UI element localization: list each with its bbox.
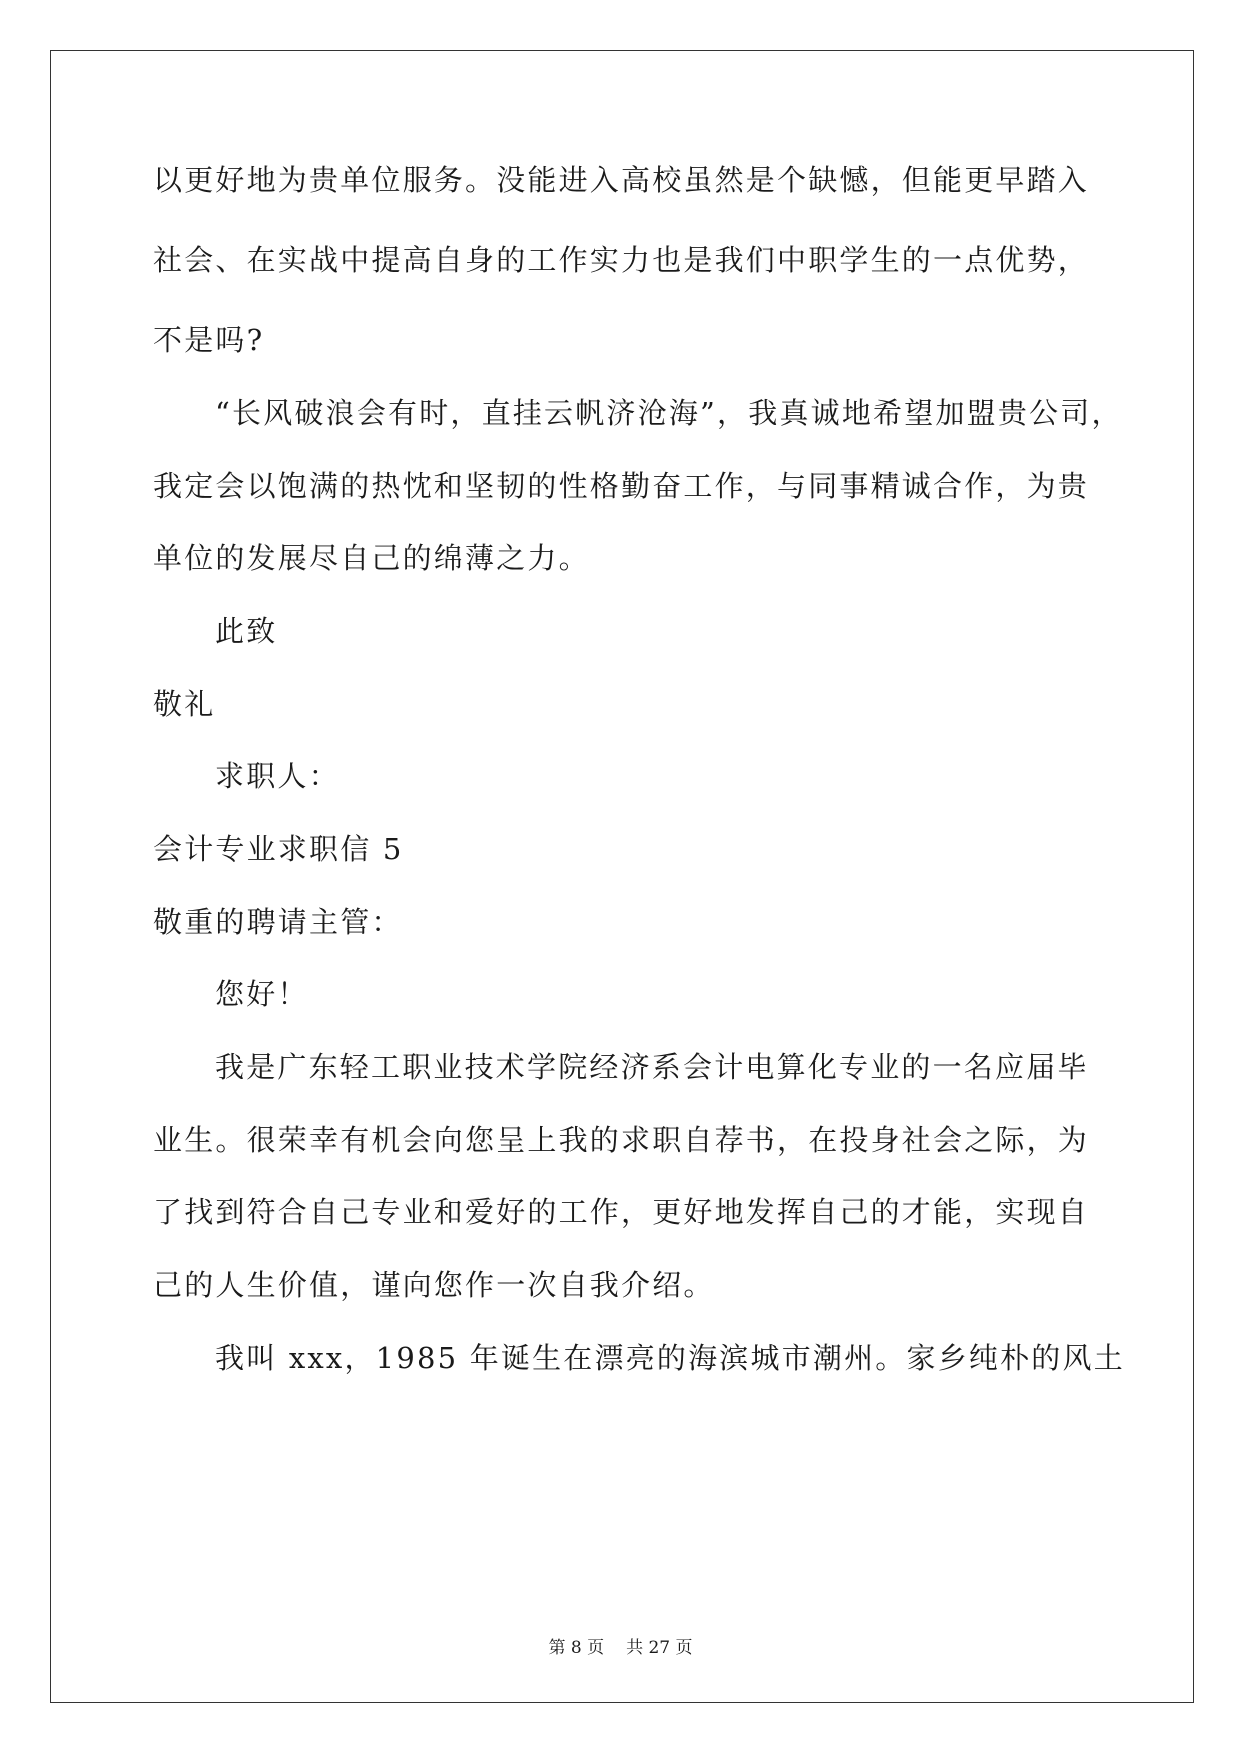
- text-line: 我叫 xxx，1985 年诞生在漂亮的海滨城市潮州。家乡纯朴的风土: [215, 1341, 1125, 1375]
- section-title: 会计专业求职信 5: [153, 832, 404, 866]
- text-line: 我定会以饱满的热忱和坚韧的性格勤奋工作，与同事精诚合作，为贵: [153, 469, 1090, 503]
- page-number: 第 8 页: [548, 1638, 605, 1658]
- page-footer: [0, 1633, 1241, 1658]
- closing-salutation: 此致: [215, 614, 278, 648]
- text-line: 单位的发展尽自己的绵薄之力。: [153, 541, 590, 575]
- text-line: 我是广东轻工职业技术学院经济系会计电算化专业的一名应届毕: [215, 1050, 1089, 1084]
- text-line: 己的人生价值，谨向您作一次自我介绍。: [153, 1268, 715, 1302]
- text-line: 社会、在实战中提高自身的工作实力也是我们中职学生的一点优势，: [153, 243, 1090, 277]
- page-total: 共 27 页: [626, 1638, 693, 1658]
- greeting: 您好！: [215, 977, 309, 1011]
- text-line: 不是吗?: [153, 323, 265, 357]
- text-line: 以更好地为贵单位服务。没能进入高校虽然是个缺憾，但能更早踏入: [153, 163, 1090, 197]
- text-line: 了找到符合自己专业和爱好的工作，更好地发挥自己的才能，实现自: [153, 1195, 1090, 1229]
- text-line: 业生。很荣幸有机会向您呈上我的求职自荐书，在投身社会之际，为: [153, 1123, 1090, 1157]
- closing-regards: 敬礼: [153, 687, 216, 721]
- page-border: [50, 50, 1194, 1703]
- greeting-recipient: 敬重的聘请主管：: [153, 905, 403, 939]
- signature-label: 求职人：: [215, 759, 340, 793]
- text-line: “长风破浪会有时，直挂云帆济沧海”，我真诚地希望加盟贵公司，: [215, 396, 1123, 430]
